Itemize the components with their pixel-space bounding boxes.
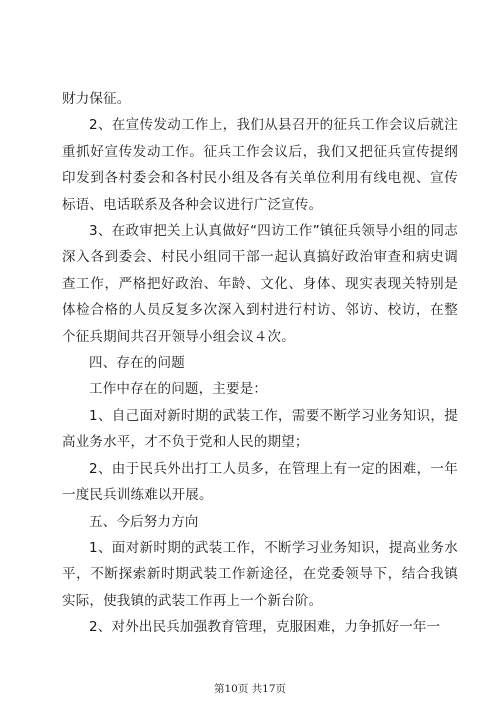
section-heading-future-direction: 五、今后努力方向 bbox=[89, 513, 199, 530]
paragraph-finance-guarantee: 财力保征。 bbox=[62, 91, 131, 107]
paragraph-political-review: 3、在政审把关上认真做好“四访工作”镇征兵领导小组的同志深入各到委会、村民小组同干部一起认真搞好政治审查和病史调查工作，严格把好政治、年龄、文化、身体、现实表现关特别是体检合格的人员反复多次深入到村进行村访、邻访、校访，在整个征兵期间共召开领导小组会议４次。 bbox=[62, 223, 458, 345]
paragraph-problems-intro: 工作中存在的问题，主要是： bbox=[89, 381, 268, 398]
paragraph-direction-2: 2、对外出民兵加强教育管理，克服困难，力争抓好一年一 bbox=[89, 619, 441, 636]
paragraph-publicity-mobilization: 2、在宣传发动工作上，我们从县召开的征兵工作会议后就注重抓好宣传发动工作。征兵工作会议后，我们又把征兵宣传提纲印发到各村委会和各村民小组及各有关单位利用有线电视、宣传标语、电话联系及各种会议进行广泛宣传。 bbox=[62, 117, 458, 213]
paragraph-direction-1: 1、面对新时期的武装工作，不断学习业务知识，提高业务水平，不断探索新时期武装工作新途径，在党委领导下，结合我镇实际，使我镇的武装工作再上一个新台阶。 bbox=[62, 539, 458, 609]
paragraph-problem-1: 1、自己面对新时期的武装工作，需要不断学习业务知识，提高业务水平，才不负于党和人民的期望； bbox=[62, 407, 458, 451]
section-heading-problems: 四、存在的问题 bbox=[89, 355, 185, 372]
page-footer: 第10页 共17页 bbox=[213, 683, 287, 695]
document-body bbox=[62, 86, 458, 641]
paragraph-problem-2: 2、由于民兵外出打工人员多，在管理上有一定的困难，一年一度民兵训练难以开展。 bbox=[62, 460, 458, 504]
